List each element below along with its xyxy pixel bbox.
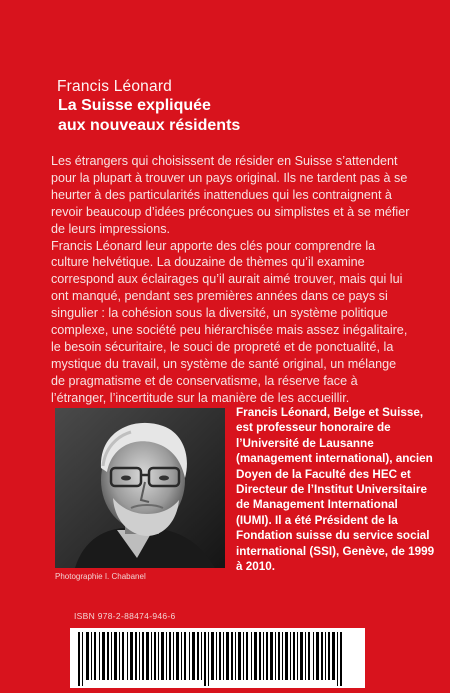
title-line-2: aux nouveaux résidents <box>58 117 241 134</box>
blurb-paragraph-1: Les étrangers qui choisissent de résider en Suisse s’attendent pour la plupart à trouver un pays original. Ils ne tardent pas à se heurter à des particularités inattendues qui les contraignent à revoir beaucoup d’idées préconçues ou simplistes et à se méfier de leurs impressions. <box>51 154 410 236</box>
author-photo <box>55 408 225 568</box>
blurb <box>51 153 413 407</box>
blurb-paragraph-2: Francis Léonard leur apporte des clés pour comprendre la culture helvétique. La douzaine de thèmes qu’il examine correspond aux éclairages qu’il aurait aimé trouver, mais qui lui ont manqué, pendant ses premières années dans ce pays si singulier : la cohésion sous la diversité, un système politique complexe, une société peu hiérarchisée mais assez inégalitaire, le besoin sécuritaire, le souci de propreté et de ponctualité, la mystique du travail, un système de santé original, un mélange de pragmatisme et de conservatisme, la réserve face à l’étranger, l’incertitude sur la manière de les accueillir. <box>51 238 408 405</box>
title-line-1: La Suisse expliquée <box>58 97 211 114</box>
author-bio: Francis Léonard, Belge et Suisse, est professeur honoraire de l’Université de Lausanne (management international), ancien Doyen de la Faculté des HEC et Directeur de l’Institut Universitaire de Management International (IUMI). Il a été Président de la Fondation suisse du service social international (SSI), Genève, de 1999 à 2010. <box>236 406 435 574</box>
barcode <box>70 628 365 688</box>
isbn-text: ISBN 978-2-88474-946-6 <box>74 611 176 621</box>
book-title <box>58 96 240 136</box>
author-name: Francis Léonard <box>57 78 173 95</box>
photo-credit: Photographie I. Chabanel <box>55 572 146 581</box>
